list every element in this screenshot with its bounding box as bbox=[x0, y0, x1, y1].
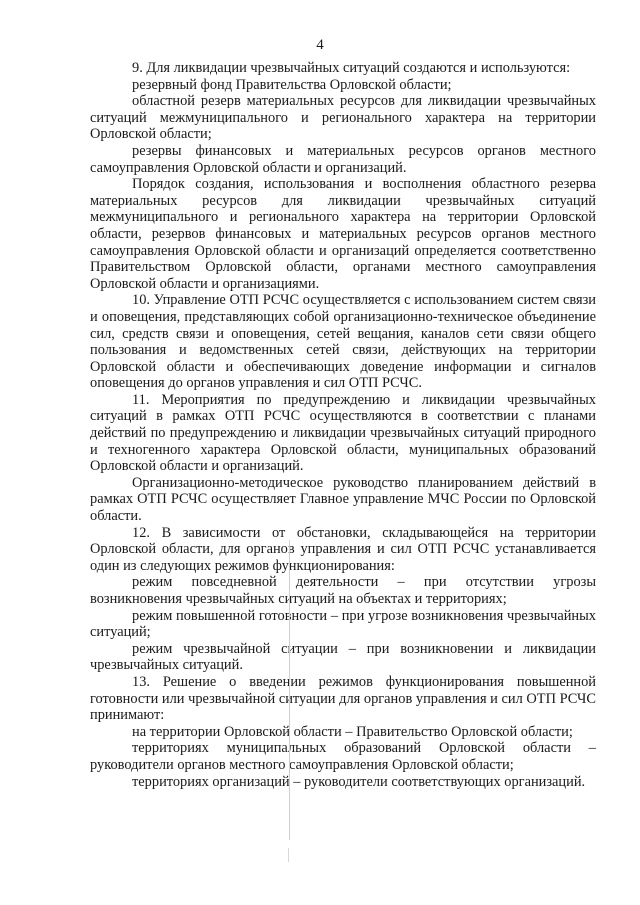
paragraph-13-organizations: территориях организаций – руководители соответствующих организаций. bbox=[132, 773, 586, 790]
paragraph-12-mode-alert: режим повышенной готовности – при угрозе возникновения чрезвычайных ситуаций; bbox=[90, 607, 596, 641]
paragraph-9-local-reserves: резервы финансовых и материальных ресурсов органов местного самоуправления Орловской области и организаций. bbox=[90, 142, 596, 176]
paragraph-9-regional-reserve: областной резерв материальных ресурсов для ликвидации чрезвычайных ситуаций межмуниципального и регионального характера на территории Орловской области; bbox=[90, 93, 596, 143]
scan-fold-line bbox=[289, 540, 290, 840]
paragraph-13: 13. Решение о введении режимов функционирования повышенной готовности или чрезвычайной ситуации для органов управления и сил ОТП РСЧС принимают: bbox=[90, 673, 596, 724]
paragraph-9-reserve-fund: резервный фонд Правительства Орловской области; bbox=[132, 76, 452, 93]
paragraph-13-region: на территории Орловской области – Правительство Орловской области; bbox=[132, 723, 573, 740]
document-body bbox=[90, 60, 596, 790]
paragraph-9-intro: 9. Для ликвидации чрезвычайных ситуаций создаются и используются: bbox=[132, 60, 571, 76]
paragraph-12-mode-daily: режим повседневной деятельности – при отсутствии угрозы возникновения чрезвычайных ситуаций на объектах и территориях; bbox=[90, 574, 596, 607]
scan-speck bbox=[288, 848, 289, 862]
paragraph-13-municipal: территориях муниципальных образований Орловской области – руководители органов местного самоуправления Орловской области; bbox=[90, 740, 596, 773]
paragraph-10: 10. Управление ОТП РСЧС осуществляется с использованием систем связи и оповещения, представляющих собой организационно-техническое объединение сил, средств связи и оповещения, сетей вещания, каналов сети связи общего пользования и ведомственных сетей связи, действующих на территории Орловской области и обеспечивающих доведение информации и сигналов оповещения до органов управления и сил ОТП РСЧС. bbox=[90, 292, 596, 392]
paragraph-11: 11. Мероприятия по предупреждению и ликвидации чрезвычайных ситуаций в рамках ОТП РСЧС осуществляются в соответствии с планами действий по предупреждению и ликвидации чрезвычайных ситуаций природного и техногенного характера Орловской области, муниципальных образований Орловской области и организаций. bbox=[90, 391, 596, 475]
paragraph-11-guidance: Организационно-методическое руководство планированием действий в рамках ОТП РСЧС осуществляет Главное управление МЧС России по Орловской области. bbox=[90, 474, 596, 525]
paragraph-12-mode-emergency: режим чрезвычайной ситуации – при возникновении и ликвидации чрезвычайных ситуаций. bbox=[90, 640, 596, 674]
page-number: 4 bbox=[316, 37, 324, 53]
paragraph-9-procedure: Порядок создания, использования и восполнения областного резерва материальных ресурсов для ликвидации чрезвычайных ситуаций межмуниципального и регионального характера на территории Орловской области, резервов финансовых и материальных ресурсов органов местного самоуправления Орловской области и организаций определяется соответственно Правительством Орловской области, органами местного самоуправления Орловской области и организациями. bbox=[90, 176, 596, 292]
paragraph-12: 12. В зависимости от обстановки, складывающейся на территории Орловской области, для органов управления и сил ОТП РСЧС устанавливается один из следующих режимов функционирования: bbox=[90, 524, 596, 574]
